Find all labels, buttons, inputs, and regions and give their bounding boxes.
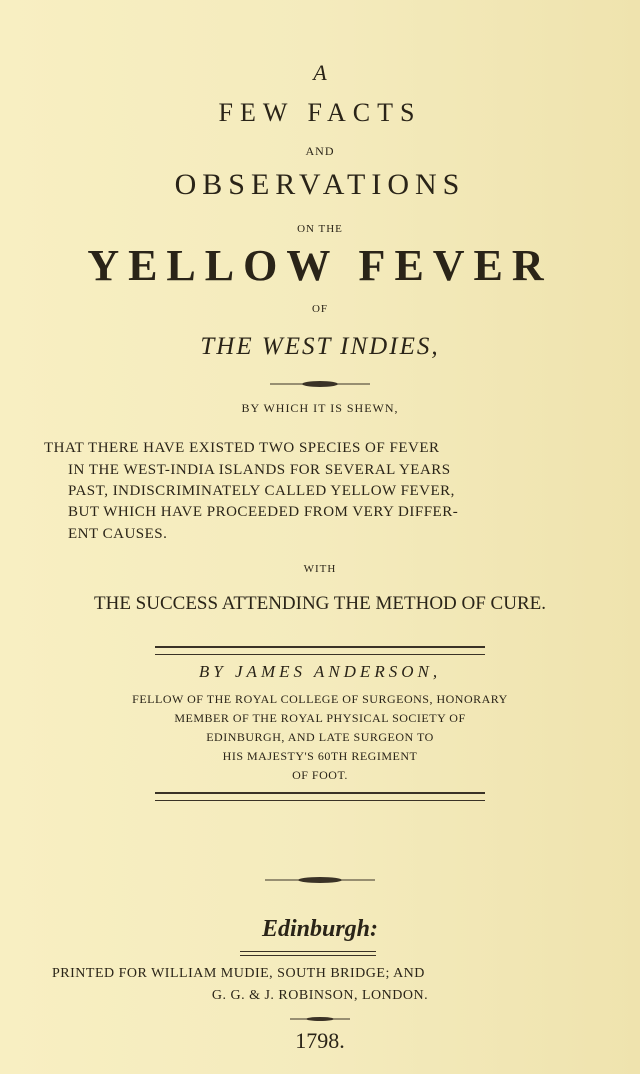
year-line: 1798. bbox=[295, 1028, 345, 1053]
double-rule-top bbox=[155, 646, 485, 655]
desc-line-5: ENT CAUSES. bbox=[68, 526, 168, 542]
by-which-line: BY WHICH IT IS SHEWN, bbox=[241, 401, 399, 415]
desc-line-1: THAT THERE HAVE EXISTED TWO SPECIES OF FEVER bbox=[44, 440, 440, 456]
printed-line-2: G. G. & J. ROBINSON, LONDON. bbox=[211, 988, 429, 1003]
desc-line-3: PAST, INDISCRIMINATELY CALLED YELLOW FEVER, bbox=[68, 483, 455, 499]
title-yellow-fever: YELLOW FEVER bbox=[87, 241, 553, 290]
desc-line-2: IN THE WEST-INDIA ISLANDS FOR SEVERAL YEARS bbox=[68, 462, 451, 478]
credentials-line-1: FELLOW OF THE ROYAL COLLEGE OF SURGEONS, HONORARY bbox=[132, 692, 508, 706]
author-line: BY JAMES ANDERSON, bbox=[198, 662, 442, 681]
with-line: WITH bbox=[303, 563, 337, 575]
place-line: Edinburgh: bbox=[261, 916, 379, 942]
title-few-facts: FEW FACTS bbox=[218, 98, 422, 127]
title-observations: OBSERVATIONS bbox=[174, 168, 466, 201]
credentials-line-5: OF FOOT. bbox=[292, 768, 348, 782]
desc-line-4: BUT WHICH HAVE PROCEEDED FROM VERY DIFFER- bbox=[68, 504, 459, 520]
place-underline bbox=[240, 951, 376, 952]
success-line: THE SUCCESS ATTENDING THE METHOD OF CURE. bbox=[94, 593, 546, 614]
title-on-the: ON THE bbox=[297, 223, 343, 235]
printed-line-1: PRINTED FOR WILLIAM MUDIE, SOUTH BRIDGE; AND bbox=[52, 966, 425, 981]
title-article: A bbox=[313, 60, 327, 85]
credentials-line-2: MEMBER OF THE ROYAL PHYSICAL SOCIETY OF bbox=[174, 711, 466, 725]
ornament-rule-3 bbox=[290, 1016, 350, 1022]
ornament-rule-1 bbox=[270, 380, 370, 388]
double-rule-bottom bbox=[155, 792, 485, 801]
title-and: AND bbox=[305, 144, 335, 158]
title-of: OF bbox=[311, 303, 329, 315]
ornament-rule-2 bbox=[265, 876, 375, 884]
place-underline-2 bbox=[240, 955, 376, 956]
title-west-indies: THE WEST INDIES, bbox=[200, 333, 440, 360]
credentials-line-3: EDINBURGH, AND LATE SURGEON TO bbox=[206, 730, 434, 744]
credentials-line-4: HIS MAJESTY'S 60TH REGIMENT bbox=[222, 749, 418, 763]
